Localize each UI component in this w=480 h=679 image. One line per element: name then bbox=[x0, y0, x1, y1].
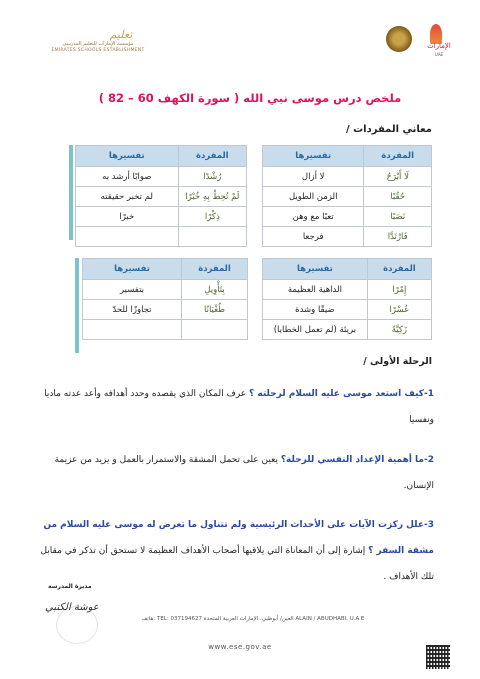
decor-bar bbox=[69, 145, 73, 240]
logo-english-text: EMIRATES SCHOOLS ESTABLISHMENT bbox=[51, 48, 145, 53]
vocab-word: طُغْيَانًا bbox=[182, 300, 248, 320]
page-title: ملخص درس موسى نبي الله ( سورة الكهف 60 – 82 ) bbox=[98, 91, 402, 105]
vocab-meaning: الزمن الطويل bbox=[263, 187, 364, 207]
vocab-word bbox=[182, 320, 248, 340]
journey-heading: الرحلة الأولى / bbox=[363, 356, 432, 367]
uae-emblem-icon bbox=[386, 26, 412, 52]
vocab-meaning: بريئة (لم تعمل الخطايا) bbox=[263, 320, 368, 340]
vocab-table-4 bbox=[82, 258, 248, 340]
website-link[interactable]: www.ese.gov.ae bbox=[208, 643, 272, 651]
table-row bbox=[83, 320, 248, 340]
table-row bbox=[76, 227, 247, 247]
principal-signature: عوشة الكتبي bbox=[45, 602, 99, 613]
col-header-word: المفردة bbox=[182, 259, 248, 280]
ministry-logo-sub: UAE bbox=[434, 52, 444, 57]
vocab-meaning: تعبًا مع وهن bbox=[263, 207, 364, 227]
question-text: 1-كيف استعد موسى عليه السلام لرحلته ؟ bbox=[249, 389, 434, 399]
vocab-meaning: لا أزال bbox=[263, 167, 364, 187]
principal-label: مديرة المدرسة bbox=[48, 583, 92, 590]
vocab-word: ذِكْرًا bbox=[178, 207, 246, 227]
vocab-meaning: خبرًا bbox=[76, 207, 179, 227]
vocab-meaning: ضيقًا وشدة bbox=[263, 300, 368, 320]
col-header-word: المفردة bbox=[178, 146, 246, 167]
col-header-meaning: تفسيرها bbox=[263, 259, 368, 280]
vocab-table-1 bbox=[262, 145, 432, 247]
flame-icon bbox=[430, 24, 442, 44]
table-row bbox=[83, 300, 248, 320]
vocab-word: نَصَبًا bbox=[364, 207, 432, 227]
qa-paragraph bbox=[40, 447, 434, 499]
vocab-meaning: فرجعا bbox=[263, 227, 364, 247]
table-row bbox=[263, 300, 432, 320]
answer-text: إشارة إلى أن المعاناة التي يلاقيها أصحاب الأهداف العظيمة لا تستحق أن تذكر في مقابل تلك الأهداف . bbox=[40, 546, 434, 582]
vocab-word: رُشْدًا bbox=[178, 167, 246, 187]
vocab-meaning: صوابًا أرشد به bbox=[76, 167, 179, 187]
vocab-table-3 bbox=[262, 258, 432, 340]
vocab-meaning: بتفسير bbox=[83, 280, 182, 300]
vocab-meaning: لم تخبر حقيقته bbox=[76, 187, 179, 207]
col-header-meaning: تفسيرها bbox=[76, 146, 179, 167]
table-row bbox=[76, 167, 247, 187]
ministry-logo-text: الإمارات bbox=[427, 42, 451, 50]
vocab-word: حُقُبًا bbox=[364, 187, 432, 207]
answer-text: يعين على تحمل المشقة والاستمرار بالعمل و يزيد من عزيمة الإنسان. bbox=[54, 455, 434, 491]
ministry-logo bbox=[422, 24, 456, 60]
qr-code-icon bbox=[426, 645, 450, 669]
vocab-word: عُسْرًا bbox=[367, 300, 431, 320]
vocab-meaning: الداهية العظيمة bbox=[263, 280, 368, 300]
vocab-word: لَا أَبْرَحُ bbox=[364, 167, 432, 187]
logo-arabic-text: مؤسسة الإمارات للتعليم المدرسي bbox=[62, 41, 134, 47]
table-row bbox=[76, 187, 247, 207]
vocab-meaning bbox=[83, 320, 182, 340]
table-row bbox=[263, 320, 432, 340]
address-line: هاتف: TEL: 037194627 العين/ أبوظبي، الإمارات العربية المتحدة ALAIN / ABUDHABI, U.A.E bbox=[141, 616, 365, 622]
vocab-table-2 bbox=[75, 145, 247, 247]
col-header-meaning: تفسيرها bbox=[83, 259, 182, 280]
table-row bbox=[263, 167, 432, 187]
vocab-heading: معاني المفردات / bbox=[346, 124, 432, 135]
vocab-meaning bbox=[76, 227, 179, 247]
vocab-word: فَارْتَدَّا bbox=[364, 227, 432, 247]
answer-text: عرف المكان الذي يقصده وحدد أهدافه وأعد عدته ماديا ونفسيا bbox=[44, 389, 434, 425]
vocab-word: زَكِيَّةً bbox=[367, 320, 431, 340]
table-row bbox=[263, 280, 432, 300]
logo-mark: تعليم bbox=[109, 28, 133, 41]
question-text: 2-ما أهمية الإعداد النفسي للرحلة؟ bbox=[280, 455, 434, 465]
question-text: 3-علل ركزت الآيات على الأحداث الرئيسية ولم تتناول ما تعرض له موسى عليه السلام من مشقة السفر ؟ bbox=[43, 520, 434, 556]
table-row bbox=[76, 207, 247, 227]
vocab-word: بِتَأْوِيلِ bbox=[182, 280, 248, 300]
col-header-word: المفردة bbox=[364, 146, 432, 167]
qa-paragraph bbox=[40, 512, 434, 590]
vocab-word: إِمْرًا bbox=[367, 280, 431, 300]
vocab-word: لَمْ تُحِطْ بِهِ خُبْرًا bbox=[178, 187, 246, 207]
table-row bbox=[263, 207, 432, 227]
col-header-word: المفردة bbox=[367, 259, 431, 280]
ese-logo bbox=[38, 28, 158, 54]
table-row bbox=[263, 227, 432, 247]
col-header-meaning: تفسيرها bbox=[263, 146, 364, 167]
vocab-meaning: تجاوزًا للحدّ bbox=[83, 300, 182, 320]
table-row bbox=[263, 187, 432, 207]
vocab-word bbox=[178, 227, 246, 247]
decor-bar bbox=[75, 258, 79, 353]
qa-paragraph bbox=[40, 381, 434, 433]
table-row bbox=[83, 280, 248, 300]
